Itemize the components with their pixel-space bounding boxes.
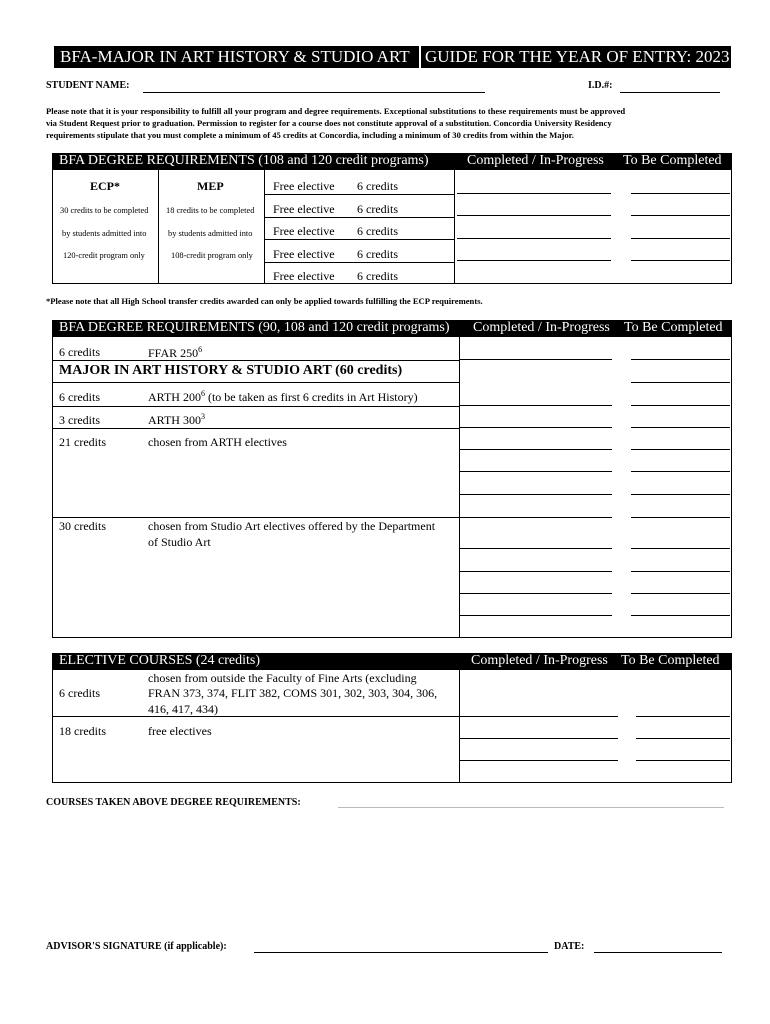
section3-heading: ELECTIVE COURSES (24 credits) <box>59 653 261 668</box>
major-heading: MAJOR IN ART HISTORY & STUDIO ART (60 credits) <box>59 363 403 378</box>
s2-row-1-rule <box>52 406 460 407</box>
s2-tbc-field-11[interactable] <box>631 593 730 594</box>
s2-completed-field-7[interactable] <box>460 517 612 518</box>
ffar-course <box>148 345 202 361</box>
s3-row-2-credits: 18 credits <box>59 724 106 738</box>
s1-tbc-field-4[interactable] <box>631 260 730 261</box>
s2-row-4-course: chosen from Studio Art electives offered by the Department <box>148 519 436 533</box>
s2-tbc-field-6[interactable] <box>631 471 730 472</box>
s1-tbc-field-3[interactable] <box>631 238 730 239</box>
s1-row-1-credits: 6 credits <box>357 179 398 193</box>
s1-footnote: *Please note that all High School transfer credits awarded can only be applied towards fulfilling the ECP requirements. <box>46 296 483 306</box>
signature-field[interactable] <box>254 952 548 953</box>
section1-divider-a <box>158 170 159 284</box>
s2-row-1-credits: 6 credits <box>59 390 100 404</box>
ecp-title: ECP* <box>90 179 120 193</box>
s1-tbc-field-2[interactable] <box>631 215 730 216</box>
s2-row-2-sup: 3 <box>200 412 205 421</box>
s3-completed-field-3[interactable] <box>460 760 618 761</box>
ffar-rule <box>52 360 460 361</box>
s2-tbc-field-2[interactable] <box>631 382 730 383</box>
s2-tbc-field-4[interactable] <box>631 427 730 428</box>
mep-line-3: 108-credit program only <box>171 251 253 260</box>
s1-row-divider-4 <box>264 262 455 263</box>
s2-row-2-code: ARTH 300 <box>148 413 201 427</box>
s2-row-4-credits: 30 credits <box>59 519 106 533</box>
s3-bottom-rule <box>460 782 732 783</box>
s2-row-1-note: (to be taken as first 6 credits in Art History) <box>204 390 418 404</box>
s2-completed-field-4[interactable] <box>460 449 612 450</box>
section2-header <box>52 320 732 337</box>
s2-row-3-credits: 21 credits <box>59 435 106 449</box>
title-left: BFA-MAJOR IN ART HISTORY & STUDIO ART <box>60 47 410 66</box>
s3-row-1-line-3: 416, 417, 434) <box>148 702 218 716</box>
s2-completed-field-1[interactable] <box>460 359 612 360</box>
s1-row-divider-3 <box>264 239 455 240</box>
s2-row-1-sup: 6 <box>200 389 205 398</box>
s2-completed-field-2[interactable] <box>460 405 612 406</box>
s3-row-1-line-2: FRAN 373, 374, FLIT 382, COMS 301, 302, 303, 304, 306, <box>148 686 438 700</box>
s1-row-2-label: Free elective <box>273 202 335 216</box>
s2-completed-field-10[interactable] <box>460 593 612 594</box>
s2-completed-field-3[interactable] <box>460 427 612 428</box>
s2-tbc-field-3[interactable] <box>631 405 730 406</box>
s3-row-1-line-1: chosen from outside the Faculty of Fine Arts (excluding <box>148 671 417 685</box>
ffar-credits: 6 credits <box>59 345 100 359</box>
section1-divider-b <box>264 170 265 284</box>
s1-completed-field-1[interactable] <box>457 193 611 194</box>
title-divider <box>419 46 421 68</box>
s1-row-5-label: Free elective <box>273 269 335 283</box>
section1-divider-c <box>731 170 732 284</box>
mep-title: MEP <box>197 179 224 193</box>
student-id-field[interactable] <box>620 92 720 93</box>
major-heading-rule <box>52 382 460 383</box>
section1-col-completed: Completed / In-Progress <box>467 153 604 168</box>
s3-row-2-line-1: free electives <box>148 724 212 738</box>
s3-tbc-field-2[interactable] <box>636 738 730 739</box>
s1-row-2-credits: 6 credits <box>357 202 398 216</box>
s3-completed-field-2[interactable] <box>460 738 618 739</box>
s3-completed-field-1[interactable] <box>460 716 618 717</box>
notice-line-1: Please note that it is your responsibility to fulfill all your program and degree requirements. Exceptional substitutions to these requirements must be approved <box>46 106 626 116</box>
ecp-line-2: by students admitted into <box>62 229 147 238</box>
section3-col-tbc: To Be Completed <box>621 653 720 668</box>
s2-tbc-field-12[interactable] <box>631 615 730 616</box>
ecp-line-1: 30 credits to be completed <box>60 206 149 215</box>
s2-tbc-field-9[interactable] <box>631 548 730 549</box>
s2-tbc-field-8[interactable] <box>631 517 730 518</box>
student-name-field[interactable] <box>143 92 485 93</box>
s2-tbc-field-5[interactable] <box>631 449 730 450</box>
s2-row-3-course: chosen from ARTH electives <box>148 435 287 449</box>
ffar-sup: 6 <box>198 345 203 354</box>
s2-completed-field-5[interactable] <box>460 471 612 472</box>
mep-line-2: by students admitted into <box>168 229 253 238</box>
date-label: DATE: <box>554 941 585 952</box>
s2-tbc-field-1[interactable] <box>631 359 730 360</box>
s1-completed-field-2[interactable] <box>457 215 611 216</box>
ecp-line-3: 120-credit program only <box>63 251 145 260</box>
s2-tbc-field-10[interactable] <box>631 571 730 572</box>
courses-above-field[interactable] <box>338 807 724 808</box>
s2-row-1-code: ARTH 200 <box>148 390 201 404</box>
section2-right-border <box>731 337 732 638</box>
section3-col-completed: Completed / In-Progress <box>471 653 608 668</box>
section2-heading: BFA DEGREE REQUIREMENTS (90, 108 and 120 credit programs) <box>59 320 450 335</box>
s1-completed-field-4[interactable] <box>457 260 611 261</box>
s1-row-3-credits: 6 credits <box>357 224 398 238</box>
date-field[interactable] <box>594 952 722 953</box>
notice-line-3: requirements stipulate that you must complete a minimum of 45 credits at Concordia, including a minimum of 30 credits from within the Major. <box>46 130 574 140</box>
section1-col-tbc: To Be Completed <box>623 153 722 168</box>
s2-row-3-rule <box>52 517 460 518</box>
section2-col-completed: Completed / In-Progress <box>473 320 610 335</box>
s1-row-4-credits: 6 credits <box>357 247 398 261</box>
title-bar <box>54 46 731 68</box>
section1-header <box>52 153 732 170</box>
section2-col-tbc: To Be Completed <box>624 320 723 335</box>
s2-tbc-field-7[interactable] <box>631 494 730 495</box>
s3-tbc-field-1[interactable] <box>636 716 730 717</box>
s3-tbc-field-3[interactable] <box>636 760 730 761</box>
ffar-course-code: FFAR 250 <box>148 346 199 360</box>
s2-row-2-rule <box>52 428 460 429</box>
s2-completed-field-11[interactable] <box>460 615 612 616</box>
title-right: GUIDE FOR THE YEAR OF ENTRY: 2023 <box>425 47 730 66</box>
s1-bottom-rule <box>455 283 732 284</box>
courses-above-label: COURSES TAKEN ABOVE DEGREE REQUIREMENTS: <box>46 797 301 808</box>
s2-row-1-course <box>148 389 418 405</box>
student-name-label: STUDENT NAME: <box>46 80 130 91</box>
notice-line-2: via Student Request prior to graduation. Permission to register for a course does not constitute approval of a substitution. Concordia University Residency <box>46 118 612 128</box>
s1-row-5-credits: 6 credits <box>357 269 398 283</box>
s1-completed-field-3[interactable] <box>457 238 611 239</box>
signature-label: ADVISOR'S SIGNATURE (if applicable): <box>46 941 227 952</box>
mep-line-1: 18 credits to be completed <box>166 206 255 215</box>
s1-row-3-label: Free elective <box>273 224 335 238</box>
s1-tbc-field-1[interactable] <box>631 193 730 194</box>
section3-right-border <box>731 670 732 783</box>
s1-row-divider-1 <box>264 194 455 195</box>
s2-row-2-course <box>148 412 205 428</box>
s2-completed-field-8[interactable] <box>460 548 612 549</box>
s2-bottom-rule <box>460 637 732 638</box>
s1-row-4-label: Free elective <box>273 247 335 261</box>
s2-completed-field-6[interactable] <box>460 494 612 495</box>
s2-row-4-note: of Studio Art <box>148 535 211 549</box>
section3-header <box>52 653 732 670</box>
s3-row-1-rule <box>52 716 460 717</box>
section1-heading: BFA DEGREE REQUIREMENTS (108 and 120 credit programs) <box>59 153 429 168</box>
s1-row-divider-2 <box>264 217 455 218</box>
s2-row-2-credits: 3 credits <box>59 413 100 427</box>
s3-row-1-credits: 6 credits <box>59 686 100 700</box>
student-id-label: I.D.#: <box>588 80 613 91</box>
s2-completed-field-9[interactable] <box>460 571 612 572</box>
s1-row-1-label: Free elective <box>273 179 335 193</box>
